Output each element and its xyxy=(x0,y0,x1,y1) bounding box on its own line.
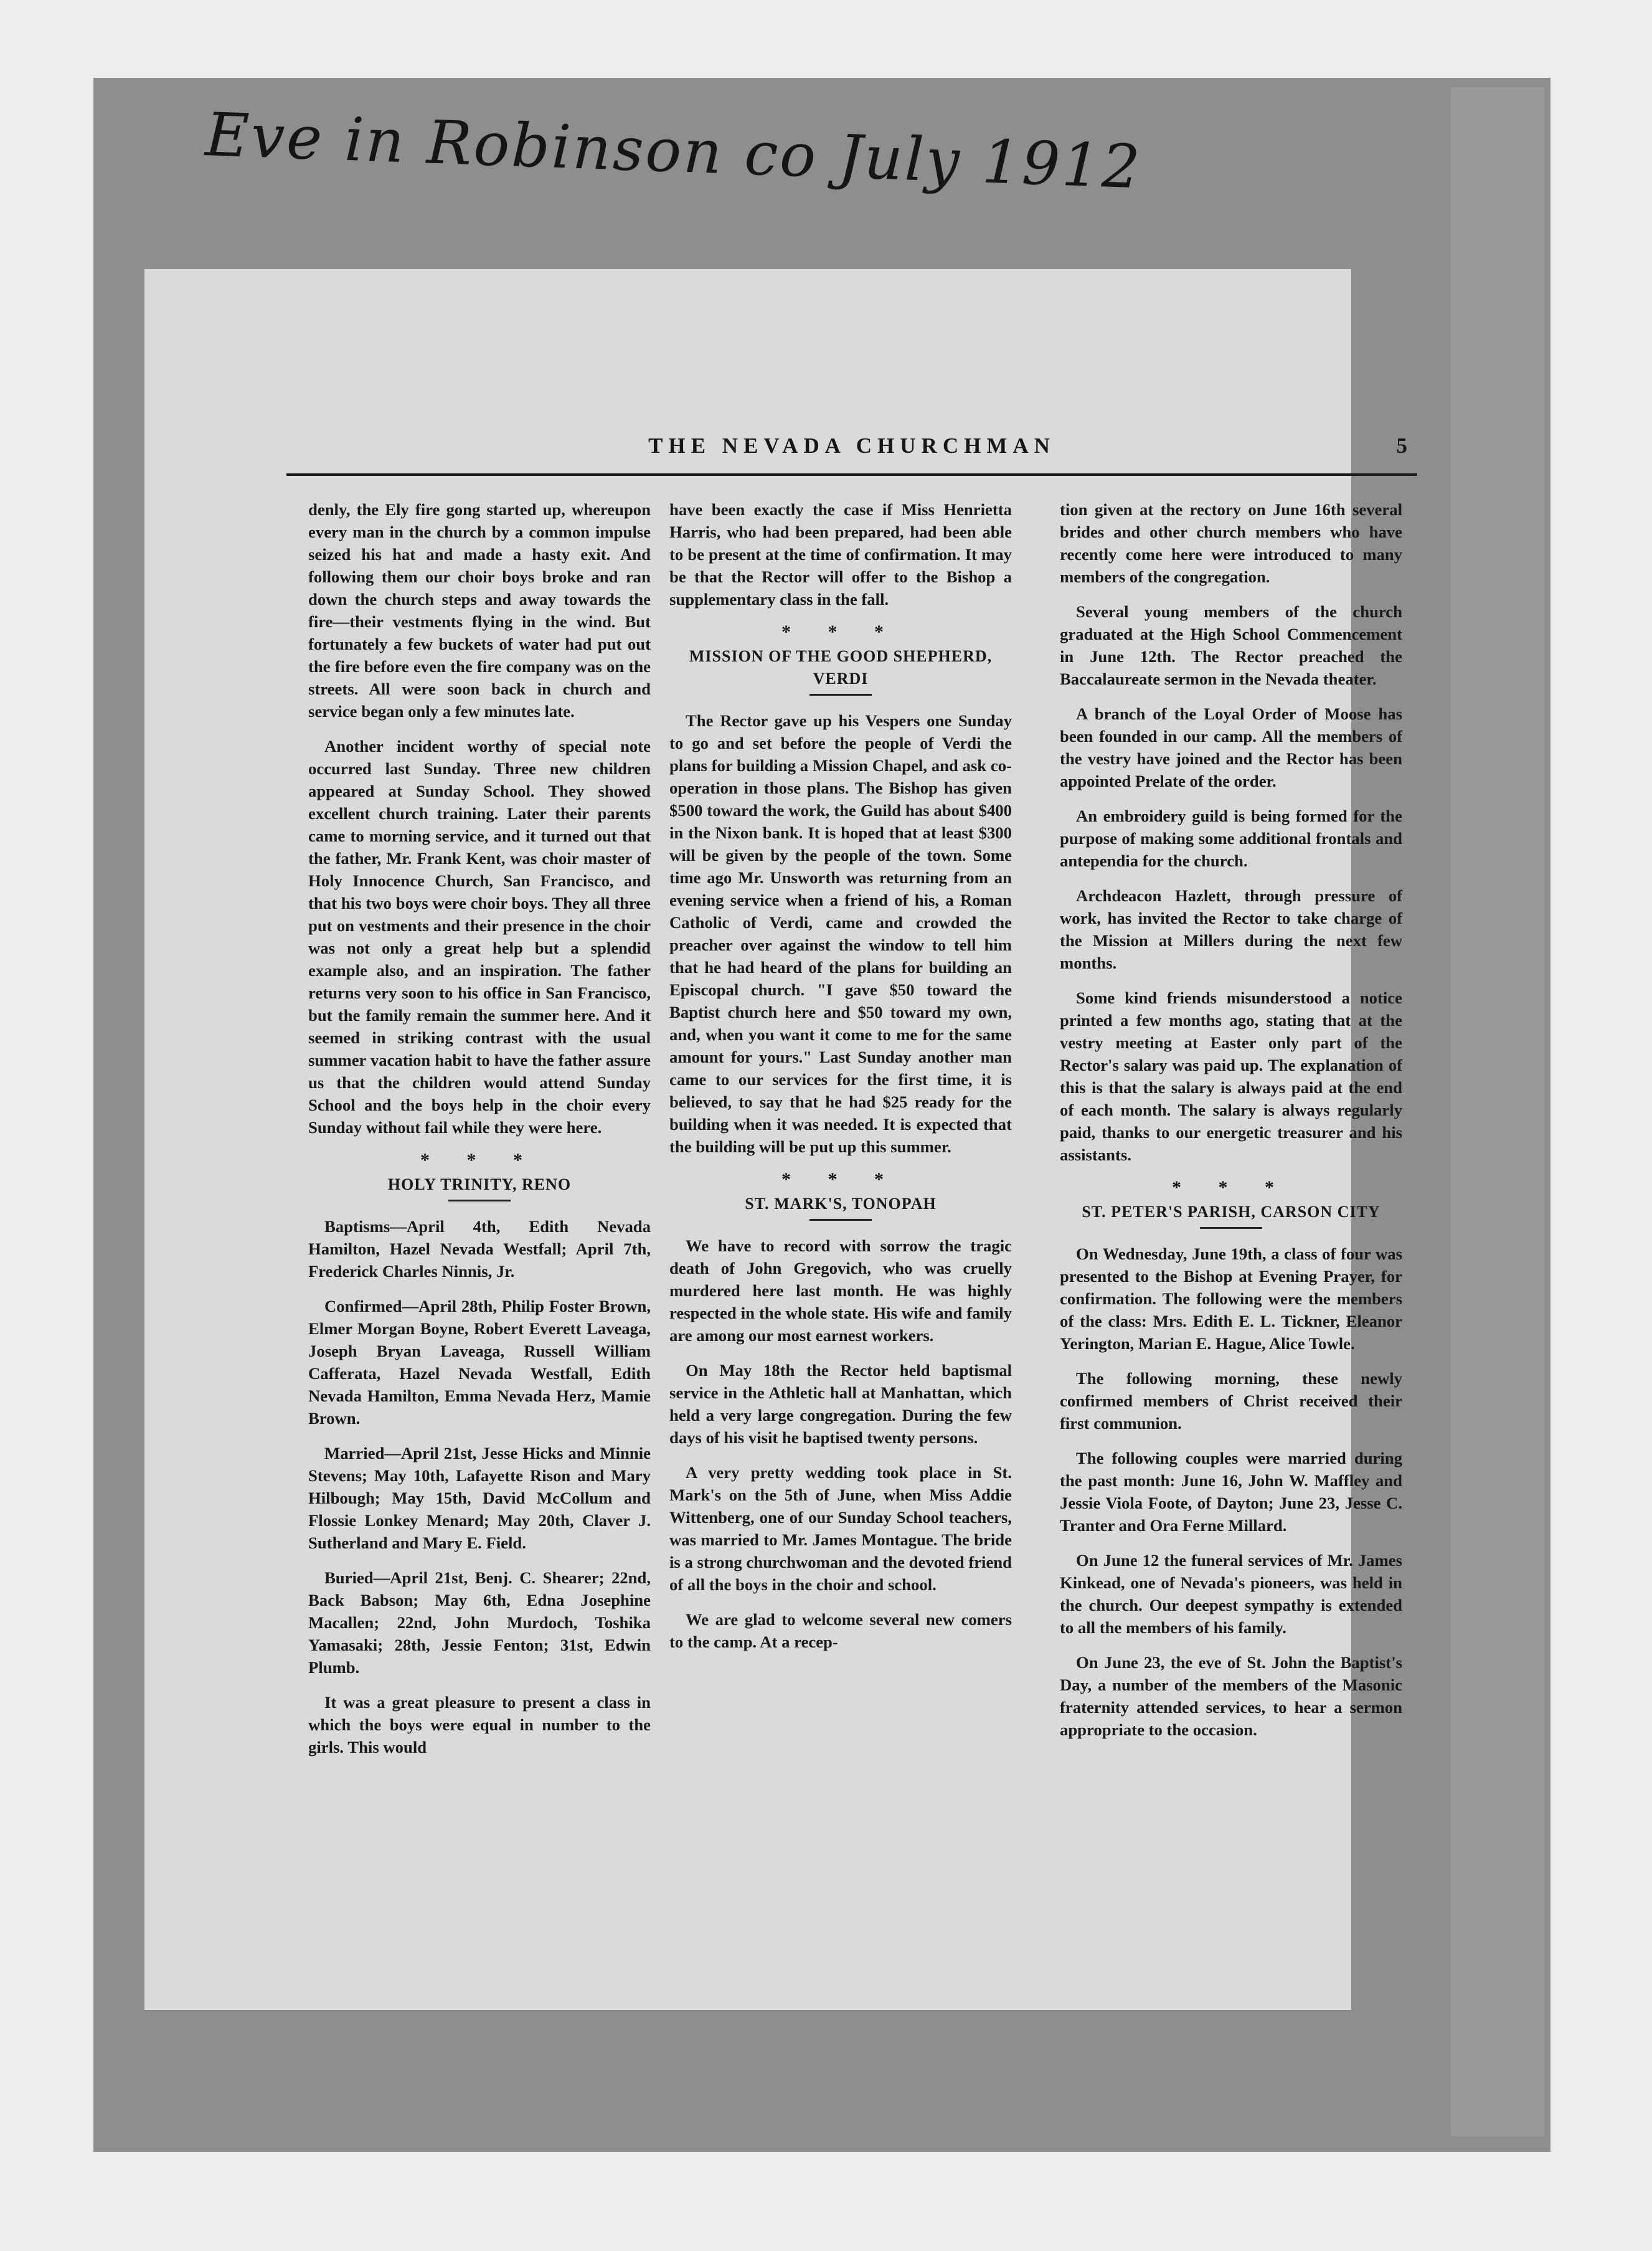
section-divider-stars: * * * xyxy=(420,1150,539,1170)
paragraph: Several young members of the church graduated at the High School Commencement in June 12th. The Rector preached the Baccalaureate sermon in the Nevada theater. xyxy=(1060,602,1402,688)
paragraph: We are glad to welcome several new comers to the camp. At a recep- xyxy=(669,1610,1012,1651)
paragraph: On Wednesday, June 19th, a class of four was presented to the Bishop at Evening Prayer, for confirmation. The following were the members of the class: Mrs. Edith E. L. Tickner, Eleanor Yerington, Marian E. Hague, Alice Towle. xyxy=(1060,1244,1402,1353)
paragraph: have been exactly the case if Miss Henrietta Harris, who had been prepared, had been able to be present at the time of confirmation. It may be that the Rector will offer to the Bishop a supplementary class in the fall. xyxy=(669,500,1012,609)
paragraph: Archdeacon Hazlett, through pressure of work, has invited the Rector to take charge of the Mission at Millers during the next few months. xyxy=(1060,886,1402,972)
paragraph: Married—April 21st, Jesse Hicks and Minnie Stevens; May 10th, Lafayette Rison and Mary Hilbough; May 15th, David McCollum and Flossie Lonkey Menard; May 20th, Claver J. Sutherland and Mary E. Field. xyxy=(308,1444,651,1552)
section-divider-stars: * * * xyxy=(1172,1177,1290,1198)
column-1 xyxy=(308,498,651,1771)
page-header xyxy=(286,434,1417,476)
paragraph: It was a great pleasure to present a class in which the boys were equal in number to the girls. This would xyxy=(308,1693,651,1756)
column-2 xyxy=(669,498,1012,1666)
section-divider-stars: * * * xyxy=(781,622,900,642)
paragraph: The following couples were married during the past month: June 16, John W. Maffley and Jessie Viola Foote, of Dayton; June 23, Jesse C. Tranter and Ora Ferne Millard. xyxy=(1060,1449,1402,1535)
masthead: THE NEVADA CHURCHMAN xyxy=(648,434,1055,458)
paragraph: An embroidery guild is being formed for the purpose of making some additional frontals and antependia for the church. xyxy=(1060,807,1402,870)
section-heading: ST. MARK'S, TONOPAH xyxy=(745,1195,937,1213)
paragraph: Buried—April 21st, Benj. C. Shearer; 22nd, Back Babson; May 6th, Edna Josephine Macallen; 22nd, John Murdoch, Toshika Yamasaki; 28th, Jessie Fenton; 31st, Edwin Plumb. xyxy=(308,1568,651,1677)
paragraph: The following morning, these newly confirmed members of Christ received their first communion. xyxy=(1060,1369,1402,1433)
paragraph: Another incident worthy of special note occurred last Sunday. Three new children appeared at Sunday School. They showed excellent church training. Later their parents came to morning service, and it turned out that the father, Mr. Frank Kent, was choir master of Holy Innocence Church, San Francisco, and that his two boys were choir boys. They all three put on vestments and their presence in the choir was not only a great help but a splendid example also, and an inspiration. The father returns very soon to his office in San Francisco, but the family remain the summer here. And it seemed in striking contrast with the usual summer vacation habit to have the father assure us that the children would attend Sunday School and the boys help in the choir every Sunday without fail while they were here. xyxy=(308,737,651,1137)
paragraph: tion given at the rectory on June 16th several brides and other church members who have recently come here were introduced to many members of the congregation. xyxy=(1060,500,1402,586)
paragraph: On June 23, the eve of St. John the Baptist's Day, a number of the members of the Masonic fraternity attended services, to hear a sermon appropriate to the occasion. xyxy=(1060,1653,1402,1739)
paragraph: We have to record with sorrow the tragic death of John Gregovich, who was cruelly murdered here last month. He was highly respected in the whole state. His wife and family are among our most earnest workers. xyxy=(669,1236,1012,1345)
scrapbook-backing-edge xyxy=(1451,87,1544,2136)
column-3 xyxy=(1060,498,1402,1753)
section-heading: ST. PETER'S PARISH, CARSON CITY xyxy=(1082,1203,1381,1221)
heading-rule xyxy=(448,1200,511,1201)
handwritten-annotation: Eve in Robinson co July 1912 xyxy=(204,100,1143,202)
paragraph: On June 12 the funeral services of Mr. James Kinkead, one of Nevada's pioneers, was held in the church. Our deepest sympathy is extended to all the members of his family. xyxy=(1060,1551,1402,1637)
paragraph: The Rector gave up his Vespers one Sunday to go and set before the people of Verdi the plans for building a Mission Chapel, and ask co-operation in those plans. The Bishop has given $500 toward the work, the Guild has about $400 in the Nixon bank. It is hoped that at least $300 will be given by the people of the town. Some time ago Mr. Unsworth was returning from an evening service when a friend of his, a Roman Catholic of Verdi, came and crowded the preacher over against the window to tell him that he had heard of the plans for building an Episcopal church. "I gave $50 toward the Baptist church here and $50 toward my own, and, when you want it come to me for the same amount for yours." Last Sunday another man came to our services for the first time, it is believed, to say that he had $25 ready for the building when it was needed. It is expected that the building will be put up this summer. xyxy=(669,711,1012,1156)
heading-rule xyxy=(809,694,872,696)
heading-rule xyxy=(1200,1227,1262,1229)
paragraph: A very pretty wedding took place in St. Mark's on the 5th of June, when Miss Addie Wittenberg, one of our Sunday School teachers, was married to Mr. James Montague. The bride is a strong churchwoman and the devoted friend of all the boys in the choir and school. xyxy=(669,1463,1012,1594)
section-heading: HOLY TRINITY, RENO xyxy=(387,1175,572,1193)
paragraph: Baptisms—April 4th, Edith Nevada Hamilton, Hazel Nevada Westfall; April 7th, Frederick Charles Ninnis, Jr. xyxy=(308,1217,651,1281)
paragraph: Confirmed—April 28th, Philip Foster Brown, Elmer Morgan Boyne, Robert Everett Laveaga, Joseph Bryan Laveaga, Russell William Cafferata, Hazel Nevada Westfall, Edith Nevada Hamilton, Emma Nevada Herz, Mamie Brown. xyxy=(308,1297,651,1428)
paragraph: denly, the Ely fire gong started up, whereupon every man in the church by a common impulse seized his hat and made a hasty exit. And following them our choir boys broke and ran down the church steps and away towards the fire—their vestments flying in the wind. But fortunately a few buckets of water had put out the fire before even the fire company was on the streets. All were soon back in church and service began only a few minutes late. xyxy=(308,500,651,721)
section-heading: MISSION OF THE GOOD SHEPHERD, VERDI xyxy=(689,647,993,688)
paragraph: On May 18th the Rector held baptismal service in the Athletic hall at Manhattan, which held a very large congregation. During the few days of his visit he baptised twenty persons. xyxy=(669,1361,1012,1447)
page-number: 5 xyxy=(1396,434,1407,458)
section-divider-stars: * * * xyxy=(781,1169,900,1190)
paragraph: A branch of the Loyal Order of Moose has been founded in our camp. All the members of the vestry have joined and the Rector has been appointed Prelate of the order. xyxy=(1060,704,1402,790)
paragraph: Some kind friends misunderstood a notice printed a few months ago, stating that at the vestry meeting at Easter only part of the Rector's salary was paid up. The explanation of this is that the salary is always paid at the end of each month. The salary is always regularly paid, thanks to our energetic treasurer and his assistants. xyxy=(1060,988,1402,1164)
heading-rule xyxy=(809,1219,872,1221)
